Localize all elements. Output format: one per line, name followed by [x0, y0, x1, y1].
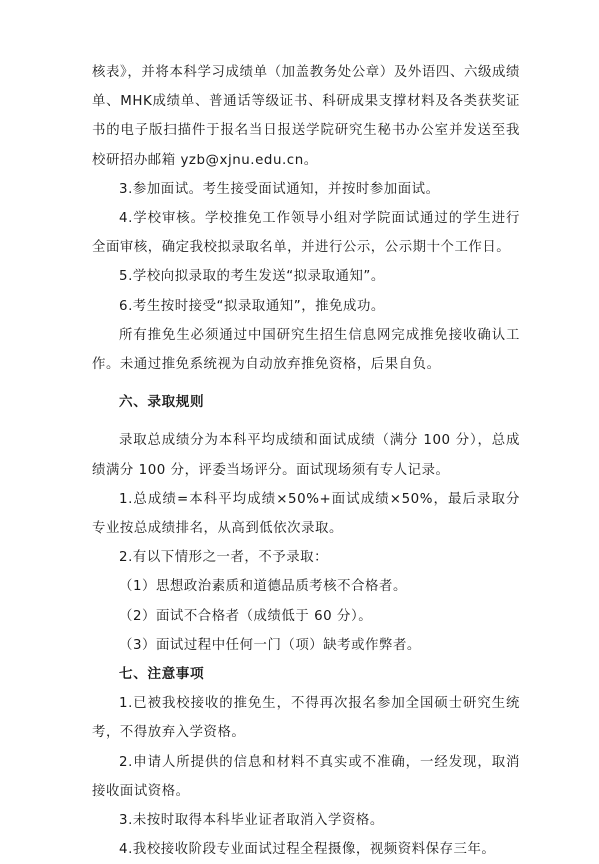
paragraph-rule-2: 2.有以下情形之一者，不予录取：: [119, 550, 329, 566]
section-heading-admission-rules: 六、录取规则: [119, 394, 205, 411]
paragraph-rule-1: 1.总成绩=本科平均成绩×50%+面试成绩×50%，最后录取分专业按总成绩排名，从高到低依次录取。: [92, 491, 520, 537]
paragraph-step-6: 6.考生按时接受“拟录取通知”，推免成功。: [119, 298, 385, 314]
paragraph-step-4: 4.学校审核。学校推免工作领导小组对学院面试通过的学生进行全面审核，确定我校拟录取名单，并进行公示，公示期十个工作日。: [92, 211, 520, 256]
paragraph-note-1: 1.已被我校接收的推免生，不得再次报名参加全国硕士研究生统考，不得放弃入学资格。: [92, 696, 520, 741]
paragraph-step-5: 5.学校向拟录取的考生发送“拟录取通知”。: [119, 269, 385, 285]
paragraph-rule-2-item-2: （2）面试不合格者（成绩低于 60 分）。: [119, 608, 373, 624]
paragraph-note-4: 4.我校接收阶段专业面试过程全程摄像，视频资料保存三年。: [119, 842, 496, 858]
paragraph-note-2: 2.申请人所提供的信息和材料不真实或不准确，一经发现，取消接收面试资格。: [92, 754, 520, 799]
paragraph-rule-2-item-3: （3）面试过程中任何一门（项）缺考或作弊者。: [119, 637, 421, 653]
paragraph-step-3: 3.参加面试。考生接受面试通知，并按时参加面试。: [119, 181, 440, 197]
paragraph-confirmation-note: 所有推免生必须通过中国研究生招生信息网完成推免接收确认工作。未通过推免系统视为自动放弃推免资格，后果自负。: [92, 327, 520, 373]
paragraph-materials-submission: 核表》，并将本科学习成绩单（加盖教务处公章）及外语四、六级成绩单、MHK成绩单、普通话等级证书、科研成果支撑材料及各类获奖证书的电子版扫描件于报名当日报送学院研究生秘书办公室并发送至我校研招办邮箱 yzb@xjnu.edu.cn。: [92, 65, 520, 168]
section-heading-notes: 七、注意事项: [119, 666, 205, 683]
paragraph-note-3: 3.未按时取得本科毕业证者取消入学资格。: [119, 813, 384, 829]
document-page: [92, 58, 520, 864]
paragraph-score-composition: 录取总成绩分为本科平均成绩和面试成绩（满分 100 分），总成绩满分 100 分，评委当场评分。面试现场须有专人记录。: [92, 433, 520, 478]
paragraph-rule-2-item-1: （1）思想政治素质和道德品质考核不合格者。: [119, 579, 407, 595]
